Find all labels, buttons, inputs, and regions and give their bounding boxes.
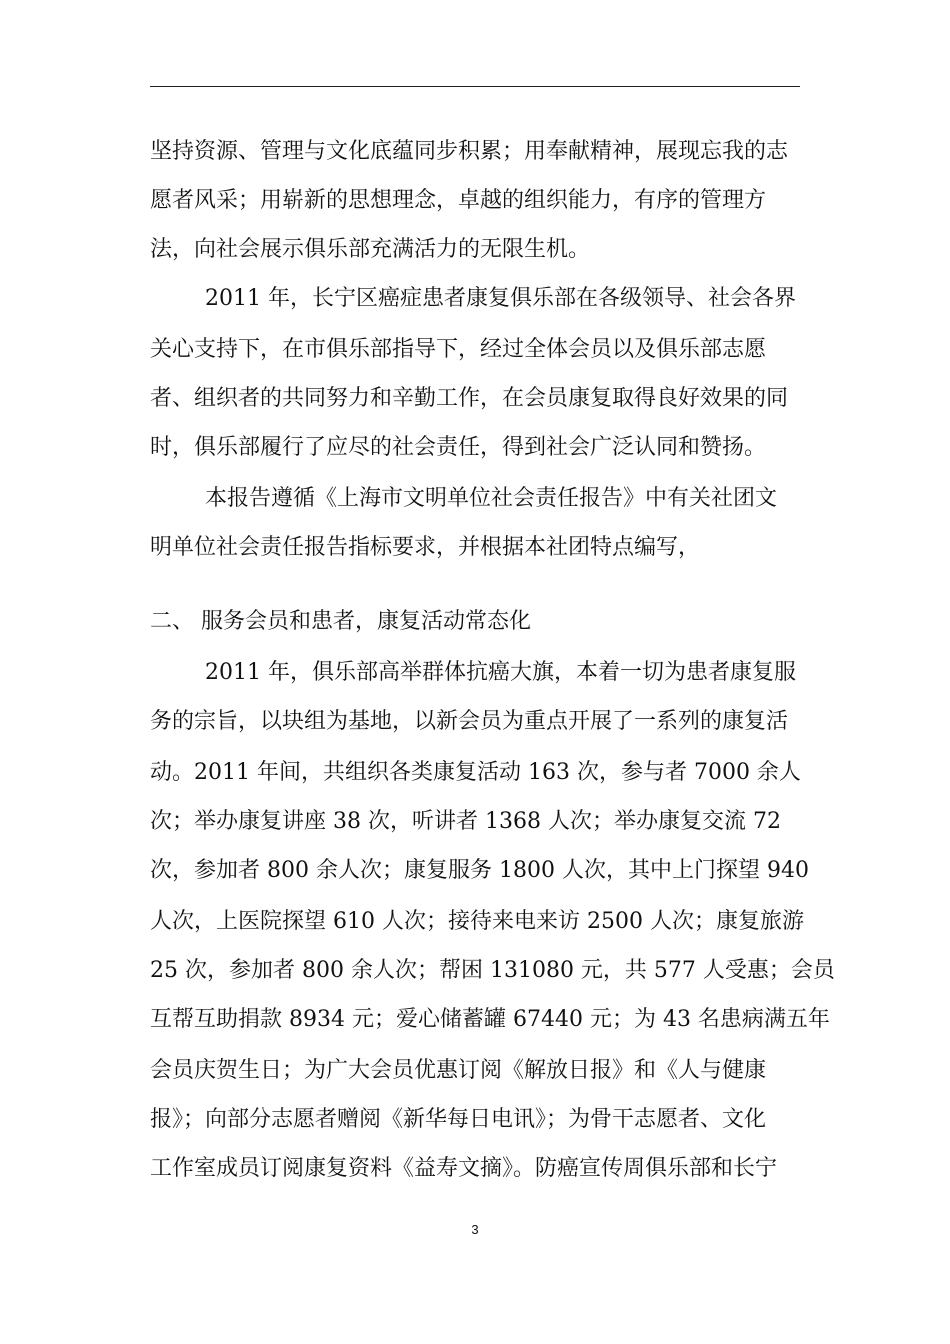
text-line: 次；举办康复讲座 38 次，听讲者 1368 人次；举办康复交流 72 [150, 809, 781, 834]
text-line: 2011 年，俱乐部高举群体抗癌大旗，本着一切为患者康复服 [205, 660, 796, 685]
text-line: 25 次，参加者 800 余人次；帮困 131080 元，共 577 人受惠；会员 [150, 958, 835, 983]
section-heading: 二、 服务会员和患者，康复活动常态化 [150, 609, 531, 634]
page-number: 3 [471, 1222, 479, 1237]
text-line: 者、组织者的共同努力和辛勤工作，在会员康复取得良好效果的同 [150, 386, 789, 411]
text-line: 法，向社会展示俱乐部充满活力的无限生机。 [150, 237, 591, 262]
text-line: 报》；向部分志愿者赠阅《新华每日电讯》；为骨干志愿者、文化 [150, 1107, 767, 1132]
text-line: 坚持资源、管理与文化底蕴同步积累；用奉献精神，展现忘我的志 [150, 139, 789, 164]
text-line: 工作室成员订阅康复资料《益寿文摘》。防癌宣传周俱乐部和长宁 [150, 1156, 778, 1181]
text-line: 互帮互助捐款 8934 元；爱心储蓄罐 67440 元；为 43 名患病满五年 [150, 1007, 830, 1032]
text-line: 务的宗旨，以块组为基地，以新会员为重点开展了一系列的康复活 [150, 709, 789, 734]
text-line: 会员庆贺生日；为广大会员优惠订阅《解放日报》和《人与健康 [150, 1058, 767, 1083]
text-line: 2011 年，长宁区癌症患者康复俱乐部在各级领导、社会各界 [205, 286, 796, 311]
header-rule [150, 86, 800, 87]
text-line: 动。2011 年间，共组织各类康复活动 163 次，参与者 7000 余人 [150, 760, 801, 785]
text-line: 关心支持下，在市俱乐部指导下，经过全体会员以及俱乐部志愿 [150, 337, 767, 362]
text-line: 人次，上医院探望 610 人次；接待来电来访 2500 人次；康复旅游 [150, 909, 804, 934]
text-line: 时，俱乐部履行了应尽的社会责任，得到社会广泛认同和赞扬。 [150, 435, 767, 460]
text-line: 次，参加者 800 余人次；康复服务 1800 人次，其中上门探望 940 [150, 858, 809, 883]
text-line: 愿者风采；用崭新的思想理念，卓越的组织能力，有序的管理方 [150, 188, 767, 213]
text-line: 明单位社会责任报告指标要求，并根据本社团特点编写， [150, 535, 701, 560]
text-line: 本报告遵循《上海市文明单位社会责任报告》中有关社团文 [205, 486, 778, 511]
